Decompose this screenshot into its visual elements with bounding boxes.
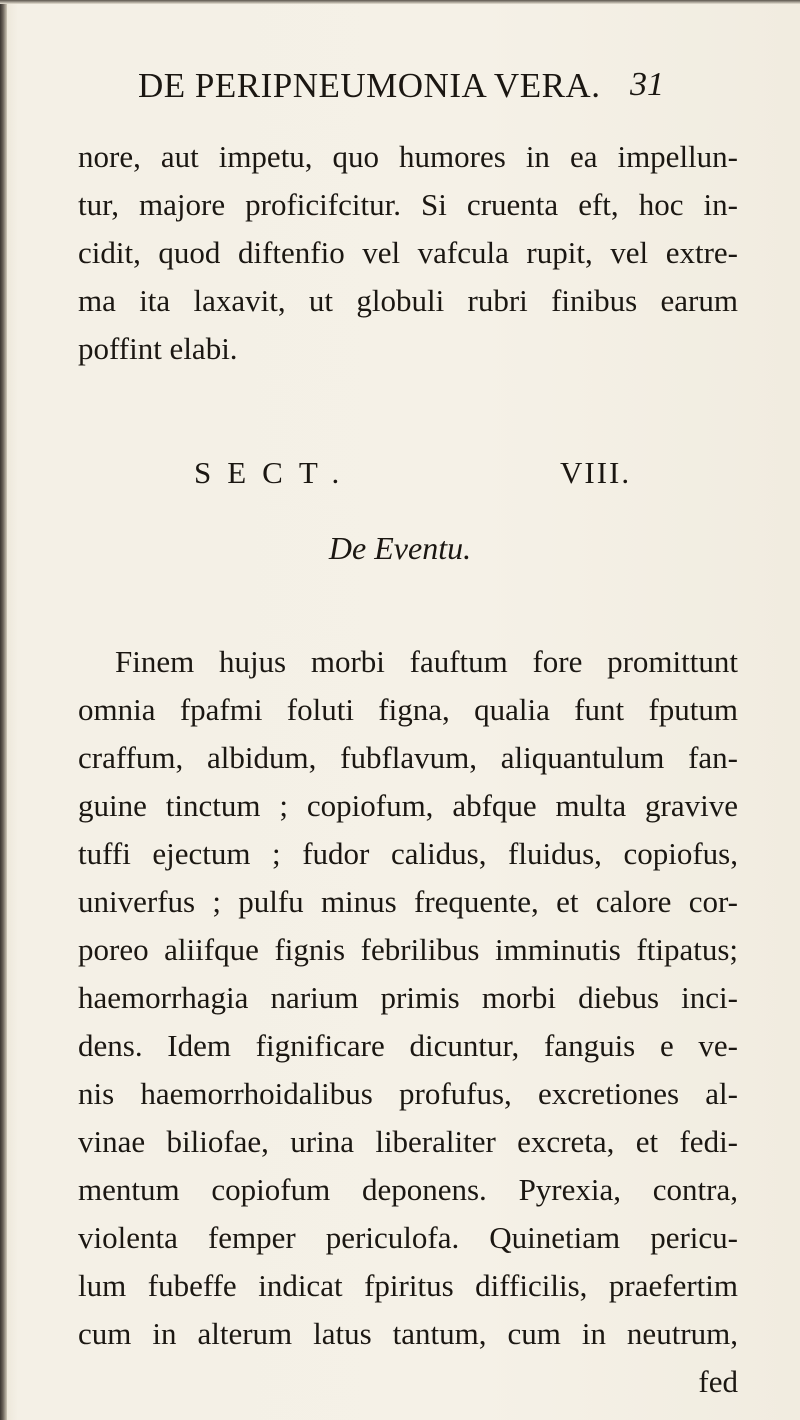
- section-heading: SECT.: [194, 455, 356, 490]
- text-line: cidit, quod diftenfio vel vafcula rupit, vel extre-: [78, 235, 738, 270]
- text-line: nis haemorrhoidalibus profufus, excretiones al-: [78, 1076, 738, 1111]
- text-line: haemorrhagia narium primis morbi diebus inci-: [78, 980, 738, 1015]
- text-line: craffum, albidum, fubflavum, aliquantulum fan-: [78, 740, 738, 775]
- section-title: De Eventu.: [328, 530, 472, 566]
- text-line: vinae biliofae, urina liberaliter excreta, et fedi-: [78, 1124, 738, 1159]
- paragraph-1: [78, 133, 738, 373]
- text-line: mentum copiofum deponens. Pyrexia, contra,: [78, 1172, 738, 1207]
- page-header: [0, 62, 800, 112]
- text-line: violenta femper periculofa. Quinetiam pericu-: [78, 1220, 738, 1255]
- text-line: Finem hujus morbi fauftum fore promittunt: [115, 644, 738, 679]
- page-number: 31: [630, 66, 664, 103]
- running-title: DE PERIPNEUMONIA VERA.: [138, 66, 601, 105]
- text-line: ma ita laxavit, ut globuli rubri finibus earum: [78, 283, 738, 318]
- section-number: VIII.: [560, 455, 632, 490]
- text-line: dens. Idem fignificare dicuntur, fanguis e ve-: [78, 1028, 738, 1063]
- text-line: nore, aut impetu, quo humores in ea impellun-: [78, 139, 738, 174]
- page-gutter-shadow: [0, 0, 7, 1420]
- page-top-edge: [0, 0, 800, 4]
- text-line: tuffi ejectum ; fudor calidus, fluidus, copiofus,: [78, 836, 738, 871]
- text-line: omnia fpafmi foluti figna, qualia funt fputum: [78, 692, 738, 727]
- text-line: poreo aliifque fignis febrilibus imminutis ftipatus;: [78, 932, 738, 967]
- catchword: fed: [698, 1364, 738, 1399]
- text-line: cum in alterum latus tantum, cum in neutrum,: [78, 1316, 738, 1351]
- paragraph-2: [78, 638, 738, 1406]
- text-line: tur, majore proficifcitur. Si cruenta eft, hoc in-: [78, 187, 738, 222]
- text-line: poffint elabi.: [78, 331, 238, 366]
- text-line: univerfus ; pulfu minus frequente, et calore cor-: [78, 884, 738, 919]
- text-line: guine tinctum ; copiofum, abfque multa gravive: [78, 788, 738, 823]
- text-line: lum fubeffe indicat fpiritus difficilis, praefertim: [78, 1268, 738, 1303]
